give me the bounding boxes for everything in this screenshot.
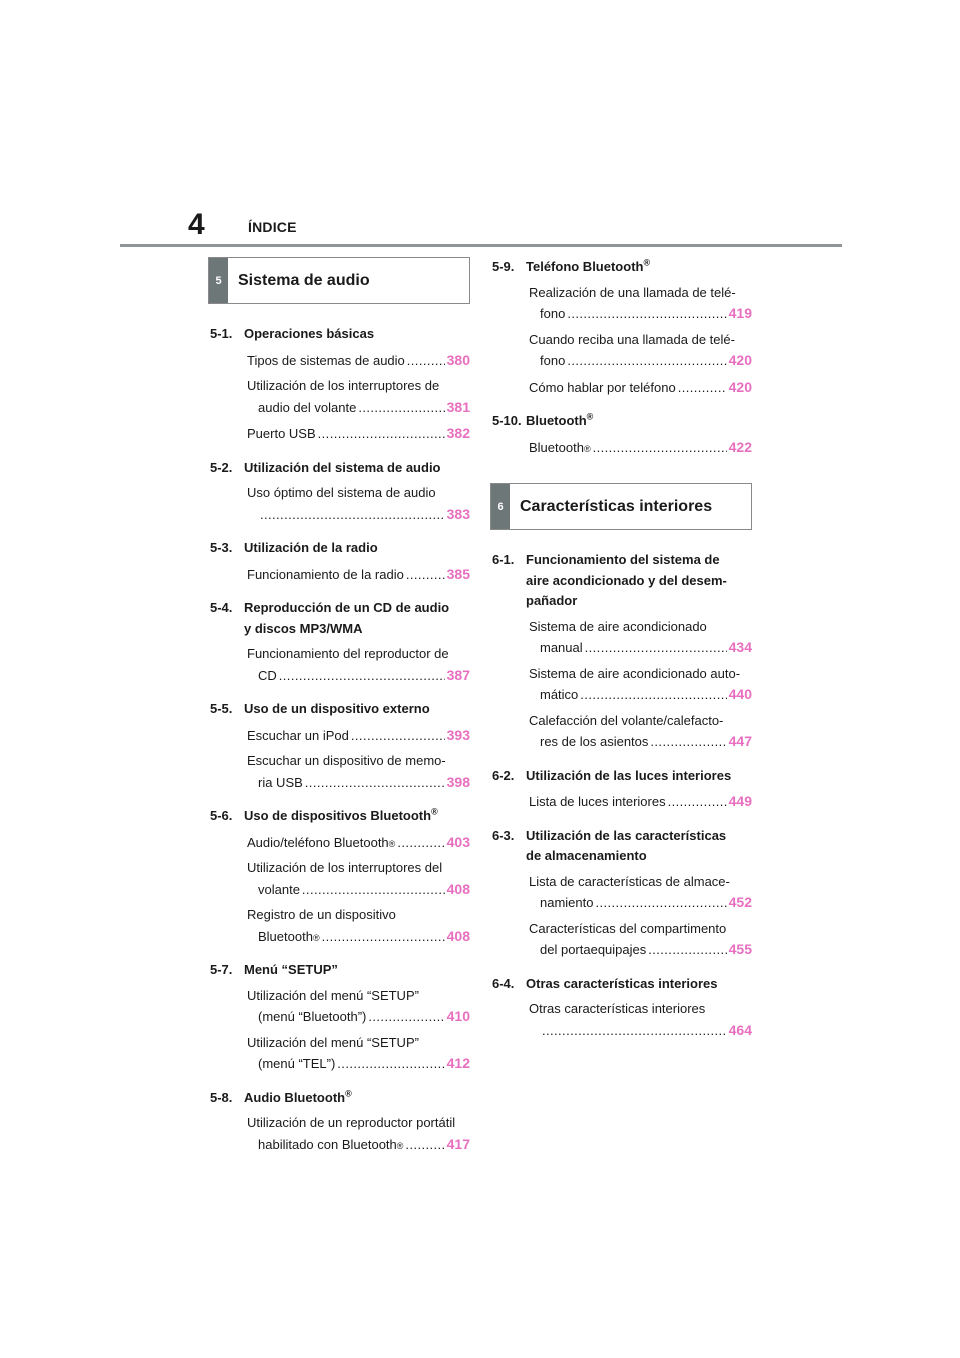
subsection-number: 5-9. [492,259,515,274]
subsection-title: Uso de dispositivos Bluetooth [244,808,432,823]
toc-entry[interactable] [247,858,470,900]
toc-entry[interactable] [529,437,752,459]
page-link[interactable]: 387 [446,666,470,683]
entry-text-line: Utilización del menú “SETUP” [247,987,419,1003]
dot-leader [405,1135,444,1156]
toc-subsection[interactable] [490,974,752,995]
subsection-title-line [526,846,752,867]
subsection-number: 5-3. [210,540,233,555]
toc-entry[interactable] [529,330,752,372]
entry-last-line [529,731,752,753]
entry-text: Cómo hablar por teléfono [529,379,676,395]
toc-entry[interactable] [247,832,470,854]
toc-column-left [208,257,470,1168]
toc-entry[interactable] [247,564,470,586]
toc-entry[interactable] [247,725,470,747]
subsection-title: aire acondicionado y del desem- [526,572,727,588]
subsection-title-line [526,826,752,847]
entry-text: (menú “Bluetooth”) [258,1009,367,1024]
toc-entry[interactable] [247,1033,470,1075]
page-link[interactable]: 420 [728,352,752,368]
toc-subsection[interactable] [490,411,752,432]
entry-text: Bluetooth [258,928,313,944]
page-link[interactable]: 447 [728,733,752,749]
page-link[interactable]: 380 [446,351,470,368]
dot-leader [406,565,445,586]
entry-text: Puerto USB [247,426,316,441]
entry-text-line: Escuchar un dispositivo de memo- [247,753,446,768]
toc-entry[interactable] [247,483,470,525]
toc-entry[interactable] [247,986,470,1028]
entry-last-line [529,892,752,914]
spacer [208,1080,470,1088]
toc-subsection[interactable] [208,960,470,981]
subsection-title-line [244,619,470,640]
dot-leader [580,685,726,706]
entry-last-line: Audio/teléfono Bluetooth ® ..... 403 [247,832,470,854]
dot-leader [397,833,444,854]
header-rule [120,244,842,247]
subsection-title-line [526,591,752,612]
entry-text-line: Registro de un dispositivo [247,907,396,922]
entry-last-line [529,684,752,706]
entry-text: res de los asientos [540,734,649,749]
page-link[interactable]: 422 [728,438,752,455]
toc-entry[interactable] [529,617,752,659]
dot-leader [368,1007,444,1028]
spacer [490,463,752,471]
entry-text-line: Realización de una llamada de telé- [529,284,736,300]
dot-leader [302,880,445,901]
entry-text: Lista de luces interiores [529,794,666,809]
dot-leader [358,398,444,419]
spacer [208,691,470,699]
subsection-title: Bluetooth [526,413,587,428]
entry-text-line: Utilización de un reproductor portátil [247,1115,456,1130]
subsection-title-line [526,411,752,432]
entry-text: Audio/teléfono Bluetooth [247,834,389,850]
page-link[interactable]: 393 [446,726,470,743]
toc-subsection[interactable] [208,324,470,345]
subsection-title: Utilización de la radio [244,540,378,555]
subsection-title-line [244,324,470,345]
registered-mark: ® [345,1088,352,1099]
subsection-title: Utilización de las luces interiores [526,767,732,783]
page-link[interactable]: 383 [446,505,470,522]
section-number-tab: 5 [209,258,228,303]
entry-text-line: Lista de características de almace- [529,873,730,889]
entry-text-line: Utilización del menú “SETUP” [247,1034,419,1050]
entry-text: volante [258,881,300,897]
dot-leader [678,378,727,399]
dot-leader [595,893,726,914]
subsection-title-line [244,598,470,619]
toc-subsection[interactable] [208,538,470,559]
entry-text: audio del volante [258,399,357,415]
toc-entry[interactable] [247,751,470,793]
toc-entry[interactable] [247,1113,470,1155]
dot-leader [650,732,726,753]
entry-last-line [247,1006,470,1028]
entry-last-line [529,350,752,372]
entry-text: del portaequipajes [540,942,647,957]
dot-leader [279,666,445,687]
toc-entry[interactable] [529,664,752,706]
toc-entry[interactable] [247,423,470,445]
toc-subsection[interactable] [490,766,752,787]
spacer [208,590,470,598]
subsection-title: Operaciones básicas [244,326,375,341]
subsection-title: Uso de un dispositivo externo [244,701,430,716]
toc-subsection[interactable] [208,458,470,479]
spacer [490,966,752,974]
entry-text: Funcionamiento de la radio [247,566,404,582]
toc-entry[interactable] [247,376,470,418]
subsection-number: 5-5. [210,701,233,716]
page-link[interactable]: 408 [446,927,470,944]
page-link[interactable]: 440 [728,686,752,702]
page-link[interactable]: 420 [728,378,752,395]
dot-leader [351,726,445,747]
entry-text: mático [540,687,579,702]
dot-leader [585,638,727,659]
toc-entry[interactable] [529,711,752,753]
subsection-title: pañador [526,593,578,608]
section-header-5[interactable] [208,257,470,304]
subsection-number: 5-4. [210,600,233,615]
toc-subsection[interactable] [208,598,470,639]
entry-text: (menú “TEL”) [258,1056,336,1071]
subsection-title: Reproducción de un CD de audio [244,600,450,615]
entry-last-line [529,791,752,813]
entry-last-line [529,637,752,659]
page-link[interactable]: 412 [446,1055,470,1071]
subsection-title-line [244,806,470,827]
subsection-title-line [244,960,470,981]
subsection-title-line [526,766,752,787]
page-link[interactable]: 385 [446,565,470,582]
subsection-title-line [244,699,470,720]
dot-leader [337,1054,444,1075]
toc-entry[interactable] [529,919,752,961]
spacer [208,530,470,538]
page-link[interactable]: 410 [446,1008,470,1024]
dot-leader [567,304,726,325]
subsection-title: Utilización de las características [526,827,727,843]
toc-entry[interactable] [247,905,470,947]
subsection-number: 6-1. [492,552,515,567]
page-link[interactable]: 464 [728,1021,752,1038]
entry-last-line [529,377,752,399]
spacer [490,818,752,826]
toc-subsection[interactable] [208,699,470,720]
toc-groups-right [490,550,752,1054]
page-link[interactable]: 449 [728,793,752,809]
subsection-number: 5-7. [210,962,233,977]
toc-entry[interactable] [247,350,470,372]
entry-last-line [529,303,752,325]
toc-entry[interactable] [247,644,470,686]
subsection-number: 6-3. [492,827,515,843]
subsection-number: 5-2. [210,459,233,475]
spacer [208,450,470,458]
subsection-title-line [526,974,752,995]
entry-last-line: habilitado con Bluetooth ® ..... 417 [247,1134,470,1156]
entry-last-line [247,397,470,419]
subsection-title-line [526,257,752,278]
entry-last-line: Bluetooth ® ..... 408 [247,926,470,948]
toc-entry[interactable] [529,377,752,399]
toc-entry[interactable] [529,283,752,325]
toc-subsection[interactable] [490,826,752,867]
dot-leader [542,1021,727,1042]
subsection-title: Menú “SETUP” [244,962,338,977]
registered-mark: ® [431,806,438,817]
toc-subsection[interactable] [490,550,752,612]
running-title: ÍNDICE [248,219,297,235]
page-link[interactable]: 398 [446,773,470,790]
entry-text: namiento [540,895,594,910]
subsection-title-line [244,1088,470,1109]
subsection-number: 5-1. [210,326,233,341]
dot-leader [593,438,727,459]
registered-mark: ® [586,411,594,422]
section-number-tab: 6 [491,484,510,529]
subsection-title-line [526,571,752,592]
subsection-title-line [526,550,752,571]
entry-text-line: Sistema de aire acondicionado auto- [529,665,741,681]
toc-subsection[interactable] [490,257,752,278]
spacer [208,1160,470,1168]
entry-text-line: Sistema de aire acondicionado [529,618,707,634]
page-link[interactable]: 452 [728,894,752,910]
toc-groups-right-top [490,257,752,471]
subsection-number: 6-2. [492,767,515,783]
page-link[interactable]: 419 [728,305,752,321]
entry-text-line: Otras características interiores [529,1001,706,1016]
entry-text: fono [540,306,566,321]
subsection-title-line [244,458,470,479]
subsection-title: Utilización del sistema de audio [244,459,441,475]
entry-last-line [529,939,752,961]
entry-last-line [247,772,470,794]
page-link[interactable]: 381 [446,398,470,415]
page-link[interactable]: 455 [728,941,752,957]
toc-entry[interactable] [529,872,752,914]
dot-leader [260,505,445,526]
entry-text-line: Cuando reciba una llamada de telé- [529,331,735,347]
dot-leader [322,927,445,948]
section-header-6[interactable] [490,483,752,530]
dot-leader [567,351,726,372]
entry-last-line: Bluetooth ® ..... 422 [529,437,752,459]
spacer [208,952,470,960]
page-link[interactable]: 403 [446,833,470,850]
toc-column-right [490,257,752,1054]
entry-last-line [247,665,470,687]
entry-last-line [247,564,470,586]
toc-groups-left [208,324,470,1168]
page-link[interactable]: 417 [446,1135,470,1152]
entry-last-line [247,1053,470,1075]
page-link[interactable]: 434 [728,639,752,655]
entry-text: fono [540,353,566,368]
page-link[interactable]: 408 [446,880,470,897]
entry-text: ria USB [258,774,303,790]
entry-text-line: Funcionamiento del reproductor de [247,646,449,661]
section-title: Características interiores [520,497,713,515]
subsection-number: 5-10. [492,413,522,428]
dot-leader [648,940,726,961]
dot-leader [318,424,445,445]
entry-last-line [247,423,470,445]
entry-text-line: Utilización de los interruptores de [247,378,440,393]
subsection-title: Funcionamiento del sistema de [526,552,720,567]
page-link[interactable]: 382 [446,425,470,441]
page-number: 4 [188,208,205,241]
entry-last-line [529,1020,752,1042]
entry-text-line: Características del compartimento [529,920,727,936]
registered-mark: ® [643,257,651,268]
subsection-number: 5-8. [210,1089,233,1105]
dot-leader [668,792,727,813]
entry-text: manual [540,640,583,655]
spacer [490,403,752,411]
entry-last-line [247,350,470,372]
subsection-title: de almacenamiento [526,848,647,863]
toc-subsection[interactable] [208,806,470,827]
spacer [490,758,752,766]
subsection-title-line [244,538,470,559]
entry-text-line: Uso óptimo del sistema de audio [247,485,436,500]
entry-last-line [247,504,470,526]
entry-text: CD [258,667,277,683]
subsection-title: y discos MP3/WMA [244,620,363,636]
entry-last-line [247,725,470,747]
spacer [208,798,470,806]
subsection-title: Otras características interiores [526,975,718,991]
toc-entry[interactable] [529,999,752,1041]
section-title: Sistema de audio [238,271,370,289]
subsection-title: Teléfono Bluetooth [526,259,644,274]
dot-leader [407,351,445,372]
toc-subsection[interactable] [208,1088,470,1109]
entry-text: Tipos de sistemas de audio [247,352,405,368]
entry-text-line: Utilización de los interruptores del [247,860,443,875]
toc-entry[interactable] [529,791,752,813]
entry-last-line [247,879,470,901]
dot-leader [305,773,445,794]
spacer [490,1046,752,1054]
entry-text: Bluetooth [529,439,584,455]
subsection-title: Audio Bluetooth [244,1089,346,1105]
subsection-number: 6-4. [492,975,515,991]
entry-text: Escuchar un iPod [247,727,349,743]
entry-text: habilitado con Bluetooth [258,1136,397,1152]
subsection-number: 5-6. [210,808,233,823]
entry-text-line: Calefacción del volante/calefacto- [529,712,724,728]
